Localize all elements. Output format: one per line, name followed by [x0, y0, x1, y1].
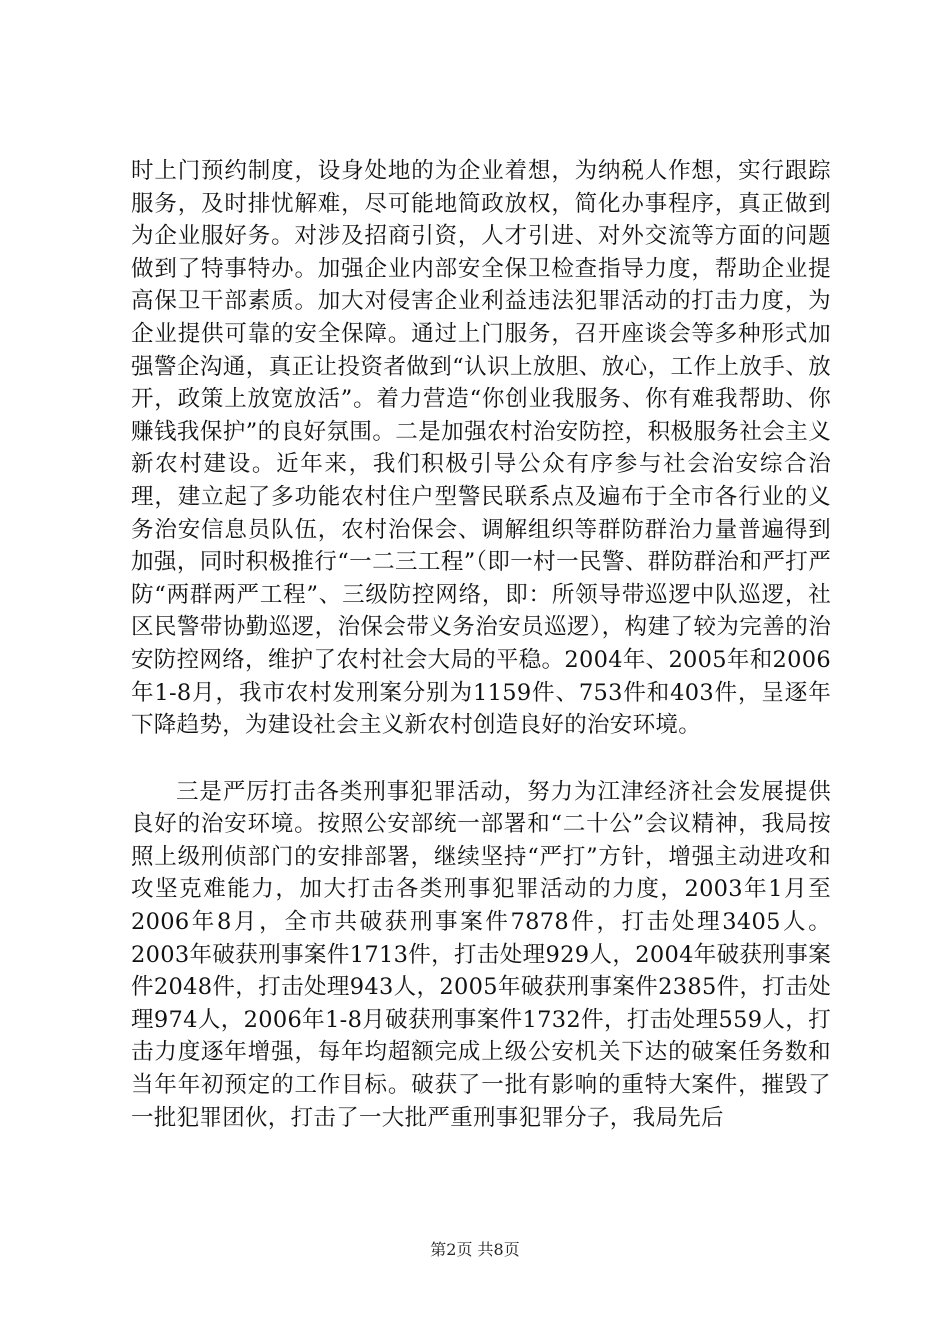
paragraph-1: 时上门预约制度，设身处地的为企业着想，为纳税人作想，实行跟踪服务，及时排忧解难，尽可能地简政放权，简化办事程序，真正做到为企业服好务。对涉及招商引资，人才引进、对外交流等方面的问题做到了特事特办。加强企业内部安全保卫检查指导力度，帮助企业提高保卫干部素质。加大对侵害企业利益违法犯罪活动的打击力度，为企业提供可靠的安全保障。通过上门服务，召开座谈会等多种形式加强警企沟通，真正让投资者做到“认识上放胆、放心，工作上放手、放开，政策上放宽放活”。着力营造“你创业我服务、你有难我帮助、你赚钱我保护”的良好氛围。二是加强农村治安防控，积极服务社会主义新农村建设。近年来，我们积极引导公众有序参与社会治安综合治理，建立起了多功能农村住户型警民联系点及遍布于全市各行业的义务治安信息员队伍，农村治保会、调解组织等群防群治力量普遍得到加强，同时积极推行“一二三工程”（即一村一民警、群防群治和严打严防“两群两严工程”、三级防控网络，即：所领导带巡逻中队巡逻，社区民警带协勤巡逻，治保会带义务治安员巡逻），构建了较为完善的治安防控网络，维护了农村社会大局的平稳。2004年、2005年和2006年1-8月，我市农村发刑案分别为1159件、753件和403件，呈逐年下降趋势，为建设社会主义新农村创造良好的治安环境。: [131, 158, 831, 739]
page-number: 第2页 共8页: [430, 1240, 520, 1259]
paragraph-2: 三是严厉打击各类刑事犯罪活动，努力为江津经济社会发展提供良好的治安环境。按照公安部统一部署和“二十公”会议精神，我局按照上级刑侦部门的安排部署，继续坚持“严打”方针，增强主动进攻和攻坚克难能力，加大打击各类刑事犯罪活动的力度，2003年1月至2006年8月，全市共破获刑事案件7878件，打击处理3405人。2003年破获刑事案件1713件，打击处理929人，2004年破获刑事案件2048件，打击处理943人，2005年破获刑事案件2385件，打击处理974人，2006年1-8月破获刑事案件1732件，打击处理559人，打击力度逐年增强，每年均超额完成上级公安机关下达的破案任务数和当年年初预定的工作目标。破获了一批有影响的重特大案件，摧毁了一批犯罪团伙，打击了一大批严重刑事犯罪分子，我局先后: [131, 778, 831, 1131]
document-body: [131, 155, 831, 1134]
page-footer: [0, 1240, 950, 1260]
